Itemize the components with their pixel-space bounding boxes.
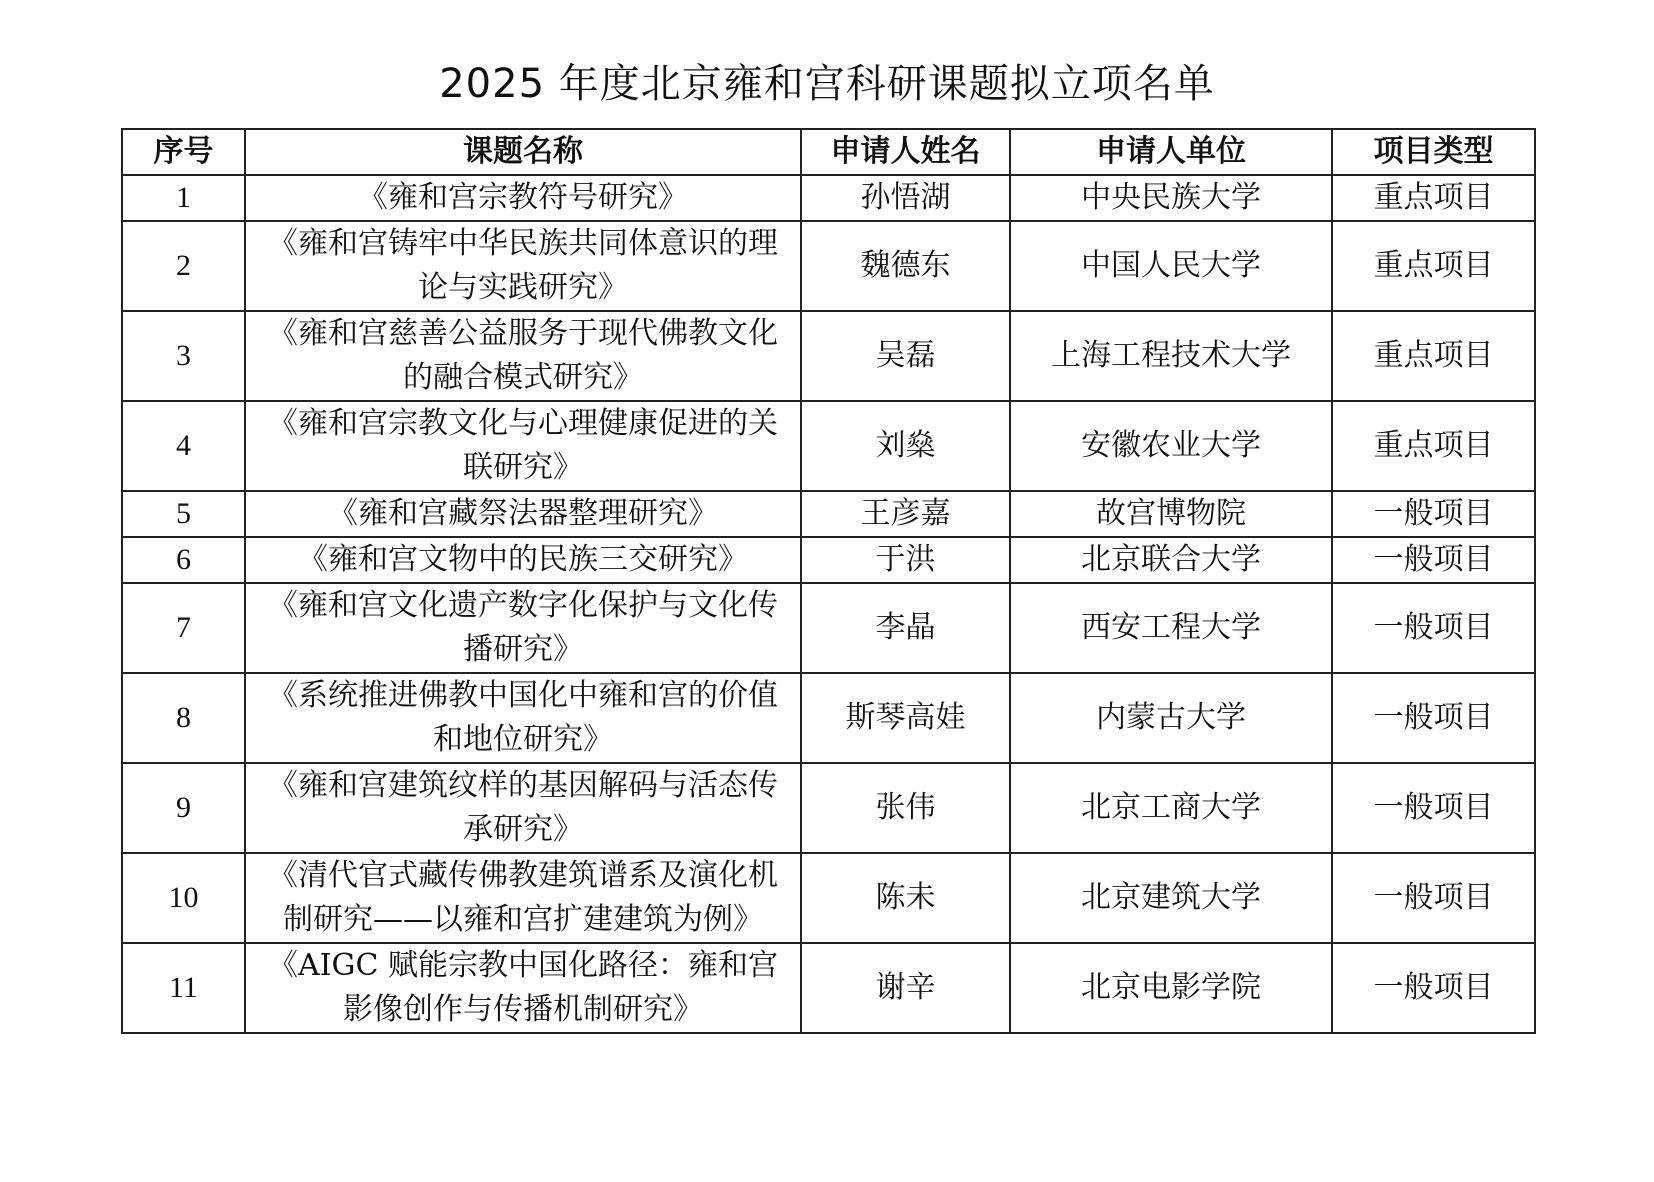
cell-unit: 安徽农业大学 xyxy=(1010,401,1332,491)
cell-unit: 中央民族大学 xyxy=(1010,175,1332,221)
cell-index: 1 xyxy=(122,175,245,221)
table-header-row xyxy=(122,129,1535,175)
header-applicant: 申请人姓名 xyxy=(801,129,1010,175)
cell-index: 9 xyxy=(122,763,245,853)
table-row xyxy=(122,943,1535,1033)
cell-type: 重点项目 xyxy=(1332,401,1535,491)
cell-index: 2 xyxy=(122,221,245,311)
cell-topic: 《雍和宫宗教符号研究》 xyxy=(245,175,801,221)
header-unit: 申请人单位 xyxy=(1010,129,1332,175)
cell-index: 7 xyxy=(122,583,245,673)
cell-type: 一般项目 xyxy=(1332,537,1535,583)
header-type: 项目类型 xyxy=(1332,129,1535,175)
table-row xyxy=(122,673,1535,763)
cell-applicant: 于洪 xyxy=(801,537,1010,583)
cell-applicant: 王彦嘉 xyxy=(801,491,1010,537)
cell-type: 重点项目 xyxy=(1332,311,1535,401)
cell-applicant: 刘燊 xyxy=(801,401,1010,491)
cell-unit: 中国人民大学 xyxy=(1010,221,1332,311)
table-row xyxy=(122,853,1535,943)
cell-unit: 内蒙古大学 xyxy=(1010,673,1332,763)
cell-type: 重点项目 xyxy=(1332,221,1535,311)
table-row xyxy=(122,311,1535,401)
cell-type: 一般项目 xyxy=(1332,763,1535,853)
table-row xyxy=(122,537,1535,583)
cell-type: 重点项目 xyxy=(1332,175,1535,221)
cell-applicant: 张伟 xyxy=(801,763,1010,853)
header-topic: 课题名称 xyxy=(245,129,801,175)
cell-unit: 北京联合大学 xyxy=(1010,537,1332,583)
cell-topic: 《AIGC 赋能宗教中国化路径：雍和宫影像创作与传播机制研究》 xyxy=(245,943,801,1033)
cell-topic: 《清代官式藏传佛教建筑谱系及演化机制研究——以雍和宫扩建建筑为例》 xyxy=(245,853,801,943)
table-row xyxy=(122,221,1535,311)
cell-type: 一般项目 xyxy=(1332,853,1535,943)
cell-applicant: 斯琴高娃 xyxy=(801,673,1010,763)
cell-unit: 故宫博物院 xyxy=(1010,491,1332,537)
cell-type: 一般项目 xyxy=(1332,583,1535,673)
cell-topic: 《雍和宫藏祭法器整理研究》 xyxy=(245,491,801,537)
cell-unit: 北京工商大学 xyxy=(1010,763,1332,853)
cell-applicant: 吴磊 xyxy=(801,311,1010,401)
cell-index: 8 xyxy=(122,673,245,763)
cell-topic: 《雍和宫文化遗产数字化保护与文化传播研究》 xyxy=(245,583,801,673)
cell-topic: 《系统推进佛教中国化中雍和宫的价值和地位研究》 xyxy=(245,673,801,763)
table-row xyxy=(122,175,1535,221)
cell-type: 一般项目 xyxy=(1332,673,1535,763)
cell-unit: 北京电影学院 xyxy=(1010,943,1332,1033)
project-list-table xyxy=(121,128,1536,1034)
table-row xyxy=(122,401,1535,491)
document-title: 2025 年度北京雍和宫科研课题拟立项名单 xyxy=(439,61,1215,107)
cell-index: 10 xyxy=(122,853,245,943)
cell-applicant: 陈未 xyxy=(801,853,1010,943)
cell-topic: 《雍和宫文物中的民族三交研究》 xyxy=(245,537,801,583)
cell-index: 3 xyxy=(122,311,245,401)
cell-unit: 西安工程大学 xyxy=(1010,583,1332,673)
cell-applicant: 谢辛 xyxy=(801,943,1010,1033)
cell-index: 11 xyxy=(122,943,245,1033)
cell-index: 5 xyxy=(122,491,245,537)
cell-topic: 《雍和宫宗教文化与心理健康促进的关联研究》 xyxy=(245,401,801,491)
cell-topic: 《雍和宫铸牢中华民族共同体意识的理论与实践研究》 xyxy=(245,221,801,311)
cell-index: 6 xyxy=(122,537,245,583)
cell-applicant: 孙悟湖 xyxy=(801,175,1010,221)
table-row xyxy=(122,583,1535,673)
table-row xyxy=(122,491,1535,537)
cell-type: 一般项目 xyxy=(1332,491,1535,537)
cell-topic: 《雍和宫慈善公益服务于现代佛教文化的融合模式研究》 xyxy=(245,311,801,401)
cell-unit: 上海工程技术大学 xyxy=(1010,311,1332,401)
table-row xyxy=(122,763,1535,853)
cell-applicant: 李晶 xyxy=(801,583,1010,673)
cell-unit: 北京建筑大学 xyxy=(1010,853,1332,943)
cell-index: 4 xyxy=(122,401,245,491)
header-index: 序号 xyxy=(122,129,245,175)
cell-topic: 《雍和宫建筑纹样的基因解码与活态传承研究》 xyxy=(245,763,801,853)
cell-type: 一般项目 xyxy=(1332,943,1535,1033)
cell-applicant: 魏德东 xyxy=(801,221,1010,311)
